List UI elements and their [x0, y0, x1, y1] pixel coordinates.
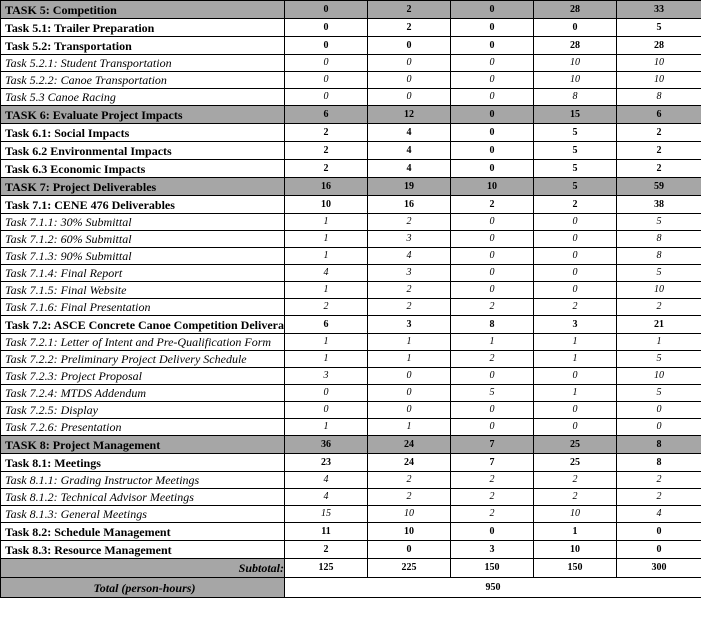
hours-cell: 1 [285, 248, 368, 265]
task-row [1, 523, 701, 541]
hours-cell: 0 [534, 214, 617, 231]
task-name: Task 7.1.4: Final Report [1, 265, 285, 282]
subtotal-value: 300 [617, 559, 701, 578]
hours-cell: 1 [534, 523, 617, 541]
hours-cell: 10 [617, 55, 701, 72]
task-name: Task 7.2.4: MTDS Addendum [1, 385, 285, 402]
hours-cell: 0 [451, 19, 534, 37]
task-name: Task 8.3: Resource Management [1, 541, 285, 559]
hours-cell: 0 [617, 419, 701, 436]
subtotal-value: 125 [285, 559, 368, 578]
subtask-row [1, 265, 701, 282]
hours-cell: 0 [368, 402, 451, 419]
hours-cell: 8 [617, 248, 701, 265]
hours-cell: 4 [368, 248, 451, 265]
hours-cell: 1 [534, 385, 617, 402]
task-name: Task 8.2: Schedule Management [1, 523, 285, 541]
subtask-row [1, 506, 701, 523]
hours-cell: 8 [617, 436, 701, 454]
hours-cell: 0 [451, 282, 534, 299]
task-group-row [1, 436, 701, 454]
task-name: TASK 8: Project Management [1, 436, 285, 454]
hours-cell: 23 [285, 454, 368, 472]
hours-cell: 5 [617, 351, 701, 368]
hours-cell: 10 [534, 72, 617, 89]
task-name: Task 5.3 Canoe Racing [1, 89, 285, 106]
task-name: Task 7.2: ASCE Concrete Canoe Competition Delivera [1, 316, 285, 334]
hours-cell: 4 [285, 265, 368, 282]
hours-cell: 0 [451, 248, 534, 265]
hours-cell: 0 [368, 55, 451, 72]
hours-cell: 10 [534, 541, 617, 559]
hours-cell: 0 [285, 19, 368, 37]
subtask-row [1, 419, 701, 436]
task-name: Task 7.1.2: 60% Submittal [1, 231, 285, 248]
subtask-row [1, 334, 701, 351]
subtask-row [1, 214, 701, 231]
hours-cell: 0 [451, 72, 534, 89]
hours-cell: 3 [534, 316, 617, 334]
hours-cell: 28 [617, 37, 701, 55]
task-name: Task 8.1.2: Technical Advisor Meetings [1, 489, 285, 506]
task-name: Task 6.3 Economic Impacts [1, 160, 285, 178]
hours-cell: 0 [451, 37, 534, 55]
hours-cell: 0 [534, 402, 617, 419]
hours-cell: 28 [534, 1, 617, 19]
subtask-row [1, 89, 701, 106]
task-name: Task 7.2.3: Project Proposal [1, 368, 285, 385]
hours-cell: 0 [285, 1, 368, 19]
hours-cell: 0 [451, 214, 534, 231]
task-row [1, 142, 701, 160]
hours-cell: 4 [368, 160, 451, 178]
hours-cell: 1 [285, 282, 368, 299]
task-name: Task 7.2.1: Letter of Intent and Pre-Qualification Form [1, 334, 285, 351]
hours-cell: 3 [451, 541, 534, 559]
hours-cell: 0 [285, 89, 368, 106]
subtask-row [1, 385, 701, 402]
hours-cell: 10 [617, 72, 701, 89]
hours-cell: 6 [285, 316, 368, 334]
hours-cell: 4 [285, 489, 368, 506]
task-name: TASK 5: Competition [1, 1, 285, 19]
hours-cell: 25 [534, 436, 617, 454]
hours-cell: 2 [617, 142, 701, 160]
total-label: Total (person-hours) [1, 578, 285, 598]
hours-cell: 5 [617, 385, 701, 402]
hours-cell: 0 [451, 124, 534, 142]
hours-cell: 0 [451, 419, 534, 436]
hours-cell: 0 [534, 419, 617, 436]
hours-cell: 38 [617, 196, 701, 214]
hours-cell: 2 [285, 299, 368, 316]
task-row [1, 454, 701, 472]
hours-cell: 5 [617, 214, 701, 231]
hours-cell: 2 [451, 472, 534, 489]
hours-cell: 4 [617, 506, 701, 523]
task-row [1, 124, 701, 142]
subtotal-value: 150 [534, 559, 617, 578]
hours-cell: 0 [368, 89, 451, 106]
hours-cell: 6 [617, 106, 701, 124]
subtotal-value: 150 [451, 559, 534, 578]
subtask-row [1, 402, 701, 419]
subtotal-value: 225 [368, 559, 451, 578]
hours-cell: 21 [617, 316, 701, 334]
hours-cell: 0 [451, 265, 534, 282]
hours-cell: 2 [451, 351, 534, 368]
hours-cell: 2 [534, 489, 617, 506]
hours-cell: 10 [617, 368, 701, 385]
hours-cell: 2 [617, 299, 701, 316]
task-group-row [1, 178, 701, 196]
task-name: Task 7.2.2: Preliminary Project Delivery Schedule [1, 351, 285, 368]
task-row [1, 541, 701, 559]
task-name: Task 7.2.5: Display [1, 402, 285, 419]
hours-cell: 2 [368, 472, 451, 489]
hours-cell: 2 [368, 299, 451, 316]
hours-cell: 2 [368, 19, 451, 37]
task-name: Task 5.2.1: Student Transportation [1, 55, 285, 72]
hours-cell: 36 [285, 436, 368, 454]
hours-cell: 15 [534, 106, 617, 124]
hours-cell: 10 [534, 506, 617, 523]
task-name: Task 7.1: CENE 476 Deliverables [1, 196, 285, 214]
task-name: Task 6.1: Social Impacts [1, 124, 285, 142]
hours-cell: 16 [368, 196, 451, 214]
hours-cell: 10 [617, 282, 701, 299]
hours-cell: 0 [534, 248, 617, 265]
hours-cell: 1 [368, 419, 451, 436]
hours-cell: 8 [617, 89, 701, 106]
hours-cell: 0 [368, 72, 451, 89]
hours-cell: 11 [285, 523, 368, 541]
hours-cell: 0 [451, 523, 534, 541]
hours-cell: 28 [534, 37, 617, 55]
hours-cell: 15 [285, 506, 368, 523]
subtask-row [1, 55, 701, 72]
hours-cell: 2 [617, 124, 701, 142]
hours-cell: 19 [368, 178, 451, 196]
hours-cell: 0 [451, 160, 534, 178]
hours-cell: 5 [534, 178, 617, 196]
task-group-row [1, 1, 701, 19]
hours-cell: 0 [617, 523, 701, 541]
subtask-row [1, 299, 701, 316]
task-row [1, 37, 701, 55]
task-row [1, 316, 701, 334]
subtask-row [1, 472, 701, 489]
task-name: Task 7.1.3: 90% Submittal [1, 248, 285, 265]
hours-cell: 1 [534, 334, 617, 351]
subtask-row [1, 351, 701, 368]
hours-cell: 10 [451, 178, 534, 196]
hours-cell: 5 [617, 265, 701, 282]
hours-cell: 2 [617, 160, 701, 178]
subtask-row [1, 368, 701, 385]
hours-cell: 5 [617, 19, 701, 37]
hours-cell: 0 [534, 265, 617, 282]
hours-cell: 5 [451, 385, 534, 402]
hours-cell: 5 [534, 142, 617, 160]
task-row [1, 160, 701, 178]
task-name: Task 6.2 Environmental Impacts [1, 142, 285, 160]
hours-cell: 4 [285, 472, 368, 489]
hours-cell: 0 [534, 282, 617, 299]
hours-cell: 8 [617, 231, 701, 248]
task-table-body [1, 1, 701, 559]
hours-cell: 0 [285, 402, 368, 419]
hours-cell: 0 [534, 231, 617, 248]
hours-cell: 2 [285, 124, 368, 142]
hours-cell: 1 [451, 334, 534, 351]
subtask-row [1, 248, 701, 265]
hours-cell: 0 [285, 37, 368, 55]
task-name: Task 8.1: Meetings [1, 454, 285, 472]
hours-cell: 5 [534, 160, 617, 178]
hours-cell: 2 [285, 142, 368, 160]
task-name: Task 8.1.1: Grading Instructor Meetings [1, 472, 285, 489]
task-name: TASK 7: Project Deliverables [1, 178, 285, 196]
subtask-row [1, 72, 701, 89]
hours-cell: 2 [451, 299, 534, 316]
hours-cell: 10 [368, 506, 451, 523]
total-value: 950 [285, 578, 701, 598]
hours-cell: 59 [617, 178, 701, 196]
hours-cell: 0 [451, 89, 534, 106]
hours-cell: 0 [451, 1, 534, 19]
hours-cell: 3 [285, 368, 368, 385]
hours-cell: 1 [617, 334, 701, 351]
hours-cell: 2 [368, 214, 451, 231]
hours-cell: 25 [534, 454, 617, 472]
total-row [1, 578, 701, 598]
subtask-row [1, 282, 701, 299]
hours-cell: 1 [368, 351, 451, 368]
hours-cell: 2 [534, 196, 617, 214]
hours-cell: 2 [534, 299, 617, 316]
hours-cell: 16 [285, 178, 368, 196]
hours-cell: 0 [451, 402, 534, 419]
hours-cell: 0 [534, 368, 617, 385]
hours-cell: 2 [534, 472, 617, 489]
hours-cell: 4 [368, 124, 451, 142]
hours-cell: 2 [617, 489, 701, 506]
hours-cell: 10 [534, 55, 617, 72]
hours-cell: 1 [285, 351, 368, 368]
task-name: Task 7.1.1: 30% Submittal [1, 214, 285, 231]
subtask-row [1, 231, 701, 248]
hours-cell: 2 [451, 489, 534, 506]
hours-cell: 0 [451, 368, 534, 385]
task-group-row [1, 106, 701, 124]
hours-cell: 2 [451, 506, 534, 523]
hours-cell: 0 [617, 541, 701, 559]
hours-cell: 0 [368, 37, 451, 55]
task-row [1, 19, 701, 37]
hours-cell: 3 [368, 316, 451, 334]
subtotal-row [1, 559, 701, 578]
hours-cell: 0 [451, 142, 534, 160]
task-row [1, 196, 701, 214]
hours-cell: 2 [617, 472, 701, 489]
hours-cell: 0 [368, 385, 451, 402]
hours-cell: 0 [451, 106, 534, 124]
hours-cell: 0 [285, 55, 368, 72]
hours-cell: 1 [285, 214, 368, 231]
hours-cell: 2 [368, 282, 451, 299]
task-name: Task 5.2.2: Canoe Transportation [1, 72, 285, 89]
hours-cell: 0 [285, 72, 368, 89]
hours-cell: 4 [368, 142, 451, 160]
hours-cell: 0 [368, 541, 451, 559]
hours-cell: 8 [617, 454, 701, 472]
hours-cell: 24 [368, 436, 451, 454]
hours-cell: 2 [285, 541, 368, 559]
subtotal-label: Subtotal: [1, 559, 285, 578]
hours-cell: 2 [368, 489, 451, 506]
hours-cell: 1 [285, 419, 368, 436]
hours-cell: 2 [451, 196, 534, 214]
hours-cell: 0 [368, 368, 451, 385]
hours-cell: 33 [617, 1, 701, 19]
task-name: Task 5.2: Transportation [1, 37, 285, 55]
hours-cell: 0 [617, 402, 701, 419]
hours-cell: 0 [285, 385, 368, 402]
hours-cell: 0 [534, 19, 617, 37]
hours-cell: 10 [285, 196, 368, 214]
hours-cell: 0 [451, 55, 534, 72]
hours-cell: 8 [451, 316, 534, 334]
hours-cell: 3 [368, 231, 451, 248]
task-name: Task 8.1.3: General Meetings [1, 506, 285, 523]
hours-cell: 1 [285, 334, 368, 351]
hours-cell: 1 [285, 231, 368, 248]
task-name: Task 7.1.6: Final Presentation [1, 299, 285, 316]
hours-cell: 1 [534, 351, 617, 368]
hours-cell: 1 [368, 334, 451, 351]
hours-cell: 3 [368, 265, 451, 282]
hours-cell: 10 [368, 523, 451, 541]
hours-cell: 0 [451, 231, 534, 248]
hours-cell: 5 [534, 124, 617, 142]
hours-cell: 8 [534, 89, 617, 106]
task-name: Task 5.1: Trailer Preparation [1, 19, 285, 37]
hours-cell: 2 [368, 1, 451, 19]
hours-cell: 24 [368, 454, 451, 472]
task-name: Task 7.2.6: Presentation [1, 419, 285, 436]
subtask-row [1, 489, 701, 506]
hours-cell: 6 [285, 106, 368, 124]
task-name: Task 7.1.5: Final Website [1, 282, 285, 299]
hours-cell: 2 [285, 160, 368, 178]
hours-cell: 7 [451, 454, 534, 472]
hours-cell: 7 [451, 436, 534, 454]
task-name: TASK 6: Evaluate Project Impacts [1, 106, 285, 124]
hours-cell: 12 [368, 106, 451, 124]
